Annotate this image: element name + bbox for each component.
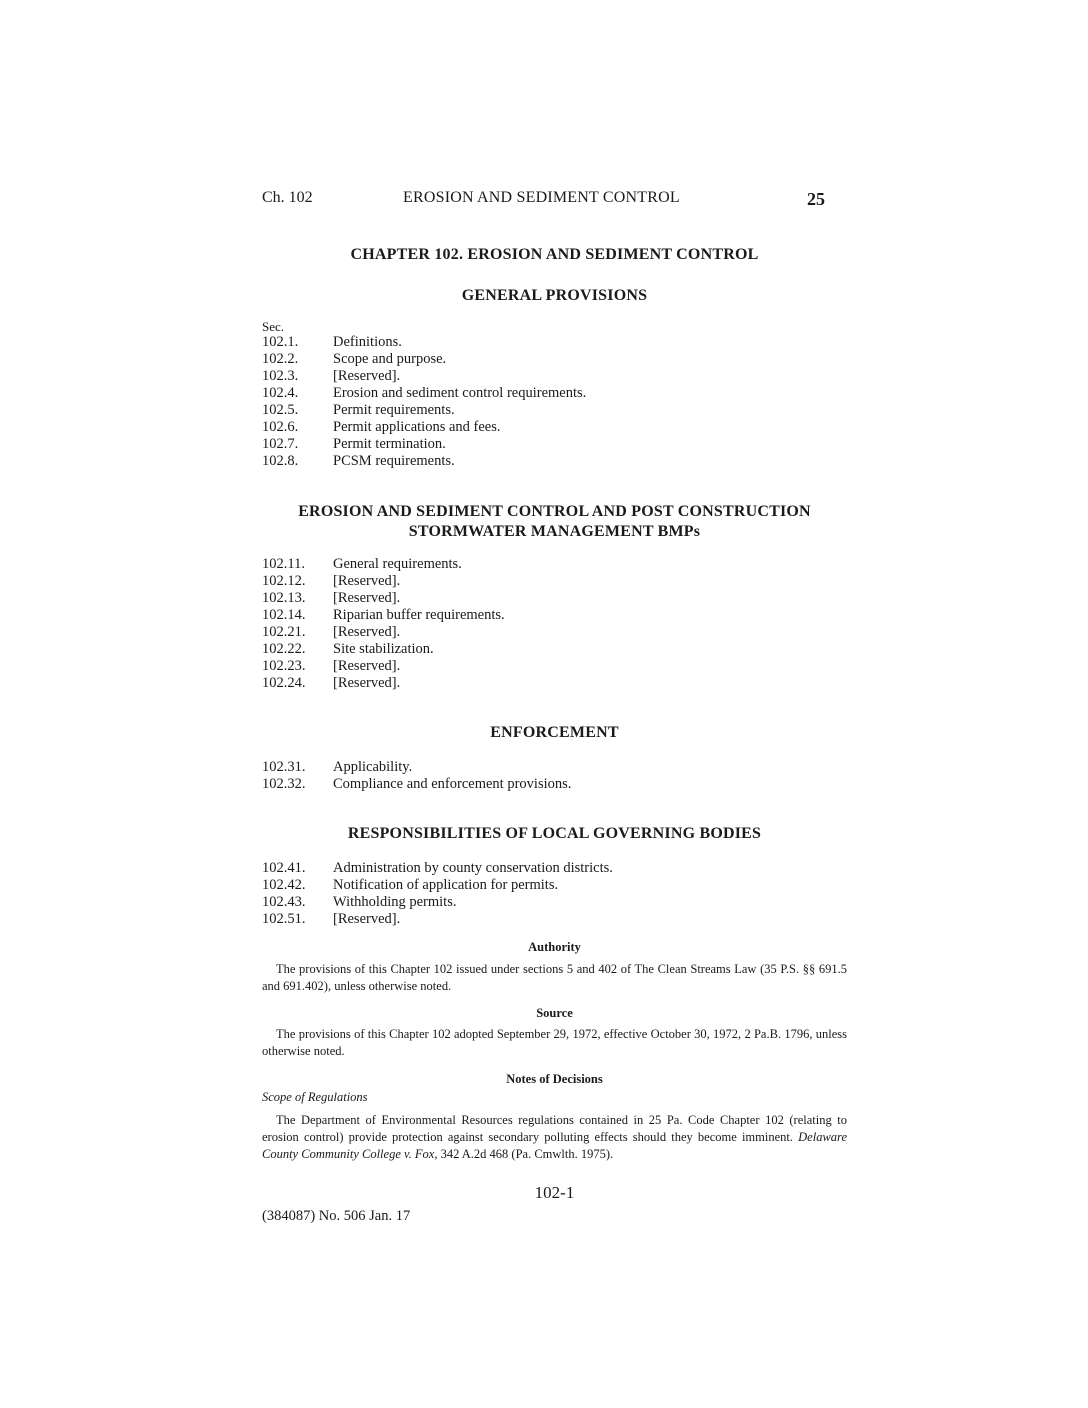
section-number: 102.22. (262, 641, 306, 657)
section-number: 102.43. (262, 894, 306, 910)
section-title: Administration by county conservation districts. (333, 860, 613, 876)
toc-enforcement (262, 759, 847, 793)
section-number: 102.21. (262, 624, 306, 640)
section-number: 102.13. (262, 590, 306, 606)
section-number: 102.6. (262, 419, 299, 435)
toc-entry (262, 894, 847, 911)
section-title: Site stabilization. (333, 641, 434, 657)
section-number: 102.12. (262, 573, 306, 589)
section-number: 102.11. (262, 556, 305, 572)
section-number: 102.42. (262, 877, 306, 893)
section-title: [Reserved]. (333, 911, 401, 927)
chapter-title: CHAPTER 102. EROSION AND SEDIMENT CONTROL (350, 246, 759, 263)
section-heading-responsibilities: RESPONSIBILITIES OF LOCAL GOVERNING BODIES (347, 825, 762, 842)
page-number: 102-1 (534, 1183, 575, 1202)
running-header-page-number: 25 (807, 189, 825, 209)
running-header-chapter: Ch. 102 (262, 189, 313, 206)
toc-entry (262, 453, 847, 470)
section-title: General requirements. (333, 556, 462, 572)
section-number: 102.4. (262, 385, 299, 401)
notes-of-decisions-heading: Notes of Decisions (506, 1072, 603, 1086)
source-heading: Source (536, 1006, 573, 1020)
toc-entry (262, 436, 847, 453)
section-number: 102.8. (262, 453, 299, 469)
section-title: Permit requirements. (333, 402, 455, 418)
toc-entry (262, 776, 847, 793)
toc-entry (262, 402, 847, 419)
section-title: [Reserved]. (333, 624, 401, 640)
toc-responsibilities (262, 860, 847, 928)
section-title: Permit applications and fees. (333, 419, 501, 435)
section-title: [Reserved]. (333, 658, 401, 674)
toc-entry (262, 334, 847, 351)
section-number: 102.23. (262, 658, 306, 674)
section-title: Withholding permits. (333, 894, 457, 910)
section-title: Definitions. (333, 334, 402, 350)
section-title: Compliance and enforcement provisions. (333, 776, 572, 792)
section-title: Permit termination. (333, 436, 446, 452)
toc-entry (262, 419, 847, 436)
toc-bmps (262, 556, 847, 692)
toc-entry (262, 607, 847, 624)
section-title: Notification of application for permits. (333, 877, 559, 893)
toc-entry (262, 624, 847, 641)
toc-entry (262, 911, 847, 928)
section-number: 102.7. (262, 436, 299, 452)
toc-entry (262, 675, 847, 692)
section-title: PCSM requirements. (333, 453, 455, 469)
notes-text-before: The Department of Environmental Resources regulations contained in 25 Pa. Code Chapter 102 (relating to erosion control) provide protection against secondary polluting effects should they become imminent. (262, 1113, 847, 1144)
toc-entry (262, 590, 847, 607)
toc-entry (262, 860, 847, 877)
toc-entry (262, 641, 847, 658)
section-number: 102.51. (262, 911, 306, 927)
section-heading-general-provisions: GENERAL PROVISIONS (461, 287, 648, 304)
notes-text (262, 1112, 847, 1163)
section-title: [Reserved]. (333, 368, 401, 384)
section-title: [Reserved]. (333, 590, 401, 606)
section-title: Applicability. (333, 759, 413, 775)
section-number: 102.32. (262, 776, 306, 792)
section-number: 102.31. (262, 759, 306, 775)
section-number: 102.1. (262, 334, 299, 350)
notes-text-after: , 342 A.2d 468 (Pa. Cmwlth. 1975). (434, 1147, 614, 1161)
section-heading-line: STORMWATER MANAGEMENT BMPs (408, 523, 701, 540)
sec-label: Sec. (262, 319, 285, 334)
source-text: The provisions of this Chapter 102 adopted September 29, 1972, effective October 30, 1972, 2 Pa.B. 1796, unless otherwise noted. (262, 1027, 847, 1058)
section-heading-line: EROSION AND SEDIMENT CONTROL AND POST CONSTRUCTION (298, 503, 811, 520)
running-header-title: EROSION AND SEDIMENT CONTROL (403, 189, 680, 206)
section-number: 102.5. (262, 402, 299, 418)
section-heading-enforcement: ENFORCEMENT (490, 724, 619, 741)
case-name: Delaware County Community College v. Fox (262, 1130, 847, 1161)
toc-entry (262, 877, 847, 894)
running-header (262, 189, 847, 211)
section-title: Erosion and sediment control requirements. (333, 385, 587, 401)
toc-entry (262, 759, 847, 776)
section-title: [Reserved]. (333, 675, 401, 691)
section-heading-bmps (262, 502, 847, 542)
authority-text: The provisions of this Chapter 102 issued under sections 5 and 402 of The Clean Streams Law (35 P.S. §§ 691.5 and 691.402), unless otherwise noted. (262, 962, 847, 993)
section-title: [Reserved]. (333, 573, 401, 589)
toc-entry (262, 658, 847, 675)
section-title: Riparian buffer requirements. (333, 607, 505, 623)
toc-entry (262, 368, 847, 385)
section-number: 102.41. (262, 860, 306, 876)
toc-entry (262, 385, 847, 402)
section-number: 102.14. (262, 607, 306, 623)
toc-entry (262, 351, 847, 368)
toc-entry (262, 556, 847, 573)
notes-subheading: Scope of Regulations (262, 1090, 368, 1104)
toc-general-provisions (262, 334, 847, 470)
section-number: 102.2. (262, 351, 299, 367)
authority-heading: Authority (528, 940, 581, 954)
toc-entry (262, 573, 847, 590)
page-footer: (384087) No. 506 Jan. 17 (262, 1208, 411, 1224)
section-number: 102.24. (262, 675, 306, 691)
section-title: Scope and purpose. (333, 351, 447, 367)
section-number: 102.3. (262, 368, 299, 384)
